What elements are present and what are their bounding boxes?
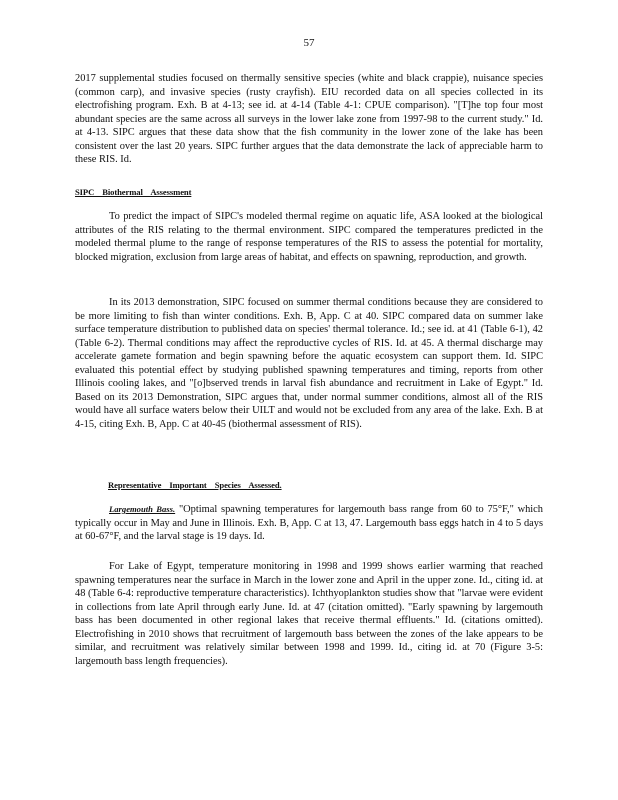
heading-ris-assessed: Representative Important Species Assessed. [108, 480, 282, 490]
paragraph-largemouth-bass [75, 503, 543, 544]
paragraph-2013-demonstration: In its 2013 demonstration, SIPC focused on summer thermal conditions because they are considered to be more limiting to fish than winter conditions. Exh. B, App. C at 40. SIPC compared data on summer lake surface temperature distribution to published data on species' thermal tolerance. Id.; see id. at 41 (Table 6-1), 42 (Table 6-2). Thermal conditions may affect the reproductive cycles of RIS. Id. at 45. A thermal discharge may accelerate gamete formation and begin spawning before the aquatic ecosystem can support them. Id. SIPC evaluated this potential effect by studying published spawning temperatures and timing, reports from other Illinois cooling lakes, and "[o]bserved trends in larval fish abundance and recruitment in Lake of Egypt." Id. Based on its 2013 Demonstration, SIPC argues that, under normal summer conditions, almost all of the RIS would have all surface waters below their UILT and would not be excluded from any area of the lake. Exh. B at 4-15, citing Exh. B, App. C at 40-45 (biothermal assessment of RIS). [75, 297, 543, 430]
paragraph-crappie-carp: 2017 supplemental studies focused on thermally sensitive species (white and black crappie), nuisance species (common carp), and invasive species (rusty crayfish). EIU recorded data on all species collected in its electrofishing program. Exh. B at 4-13; see id. at 4-14 (Table 4-1: CPUE comparison). "[T]he top four most abundant species are the same across all surveys in the lower lake zone from 1997-98 to the current study." Id. at 4-13. SIPC argues that these data show that the fish community in the lower zone of the lake has been consistent over the last 20 years. SIPC further argues that the data demonstrate the lack of appreciable harm to these RIS. Id. [75, 73, 543, 165]
heading-biothermal-assessment: SIPC Biothermal Assessment [75, 187, 192, 197]
subheading-largemouth-bass: Largemouth Bass. [109, 504, 176, 514]
paragraph-lake-of-egypt: For Lake of Egypt, temperature monitoring in 1998 and 1999 shows earlier warming that reached spawning temperatures near the surface in March in the lower zone and April in the upper zone. Id., citing id. at 48 (Table 6-4: reproductive temperature characteristics). Ichthyoplankton studies show that "larvae were evident in collections from late April through early June. Id. at 47 (citation omitted). "Early spawning by largemouth bass has been documented in other regional lakes that receive thermal effluents." Id. (citations omitted). Electrofishing in 2010 shows that recruitment of largemouth bass between the zones of the lake appears to be similar, and recruitment was relatively similar between 1998 and 1999. Id., citing id. at 70 (Figure 3-5: largemouth bass length frequencies). [75, 561, 543, 667]
paragraph-impact-prediction: To predict the impact of SIPC's modeled thermal regime on aquatic life, ASA looked at the biological attributes of the RIS relating to the thermal environment. SIPC compared the temperatures predicted in the modeled thermal plume to the range of response temperatures of the RIS to assess the potential for mortality, blocked migration, exclusion from large areas of habitat, and effects on spawning, reproduction, and growth. [75, 211, 543, 263]
page-number: 57 [303, 37, 315, 49]
paragraph-largemouth-bass-text: "Optimal spawning temperatures for largemouth bass range from 60 to 75°F," which typically occur in May and June in Illinois. Exh. B, App. C at 13, 47. Largemouth bass eggs hatch in 4 to 5 days at 60-67°F, and the larval stage is 19 days. Id. [75, 504, 543, 542]
